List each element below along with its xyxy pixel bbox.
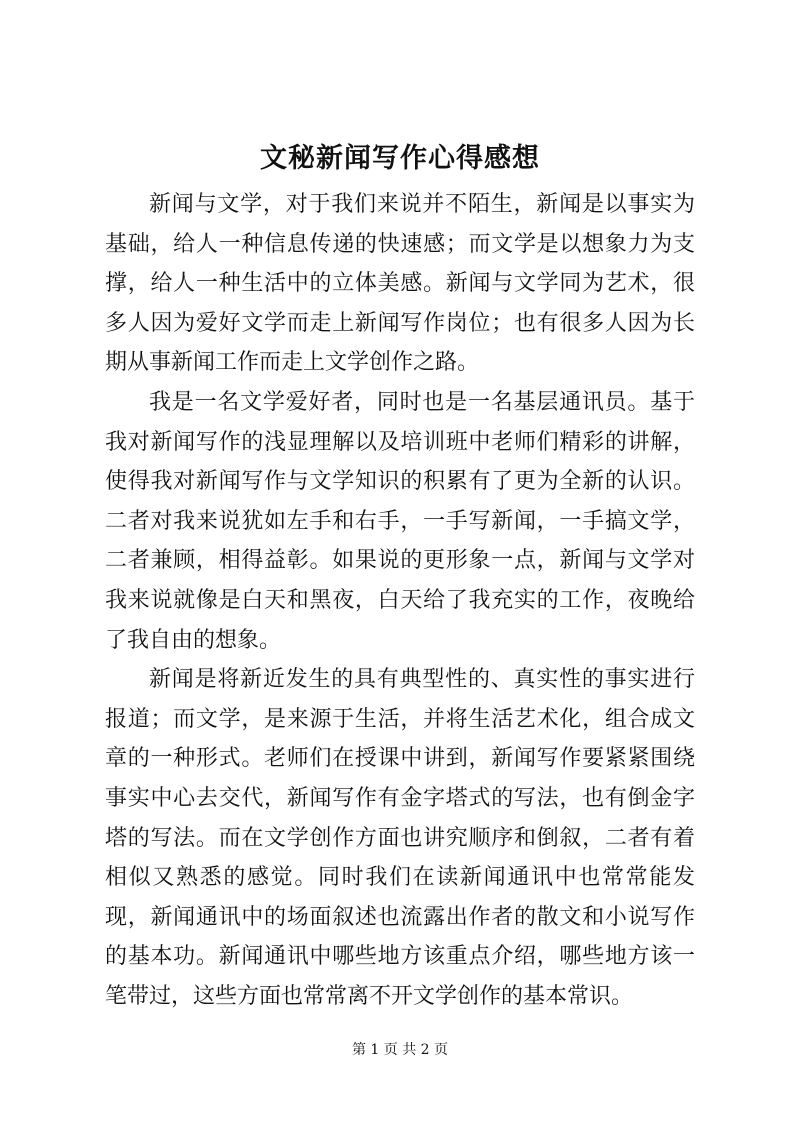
paragraph-3: 新闻是将新近发生的具有典型性的、真实性的事实进行报道；而文学，是来源于生活，并将生活艺术化，组合成文章的一种形式。老师们在授课中讲到，新闻写作要紧紧围绕事实中心去交代，新闻写作有金字塔式的写法，也有倒金字塔的写法。而在文学创作方面也讲究顺序和倒叙，二者有着相似又熟悉的感觉。同时我们在读新闻通讯中也常常能发现，新闻通讯中的场面叙述也流露出作者的散文和小说写作的基本功。新闻通讯中哪些地方该重点介绍，哪些地方该一笔带过，这些方面也常常离不开文学创作的基本常识。: [105, 667, 695, 1009]
document-body: [105, 185, 695, 1016]
paragraph-1: 新闻与文学，对于我们来说并不陌生，新闻是以事实为基础，给人一种信息传递的快速感；而文学是以想象力为支撑，给人一种生活中的立体美感。新闻与文学同为艺术，很多人因为爱好文学而走上新闻写作岗位；也有很多人因为长期从事新闻工作而走上文学创作之路。: [105, 192, 695, 376]
page-footer: 第 1 页 共 2 页: [351, 1042, 449, 1058]
paragraph-2: 我是一名文学爱好者，同时也是一名基层通讯员。基于我对新闻写作的浅显理解以及培训班中老师们精彩的讲解，使得我对新闻写作与文学知识的积累有了更为全新的认识。二者对我来说犹如左手和右手，一手写新闻，一手搞文学，二者兼顾，相得益彰。如果说的更形象一点，新闻与文学对我来说就像是白天和黑夜，白天给了我充实的工作，夜晚给了我自由的想象。: [105, 389, 695, 653]
document-title: 文秘新闻写作心得感想: [260, 143, 540, 174]
